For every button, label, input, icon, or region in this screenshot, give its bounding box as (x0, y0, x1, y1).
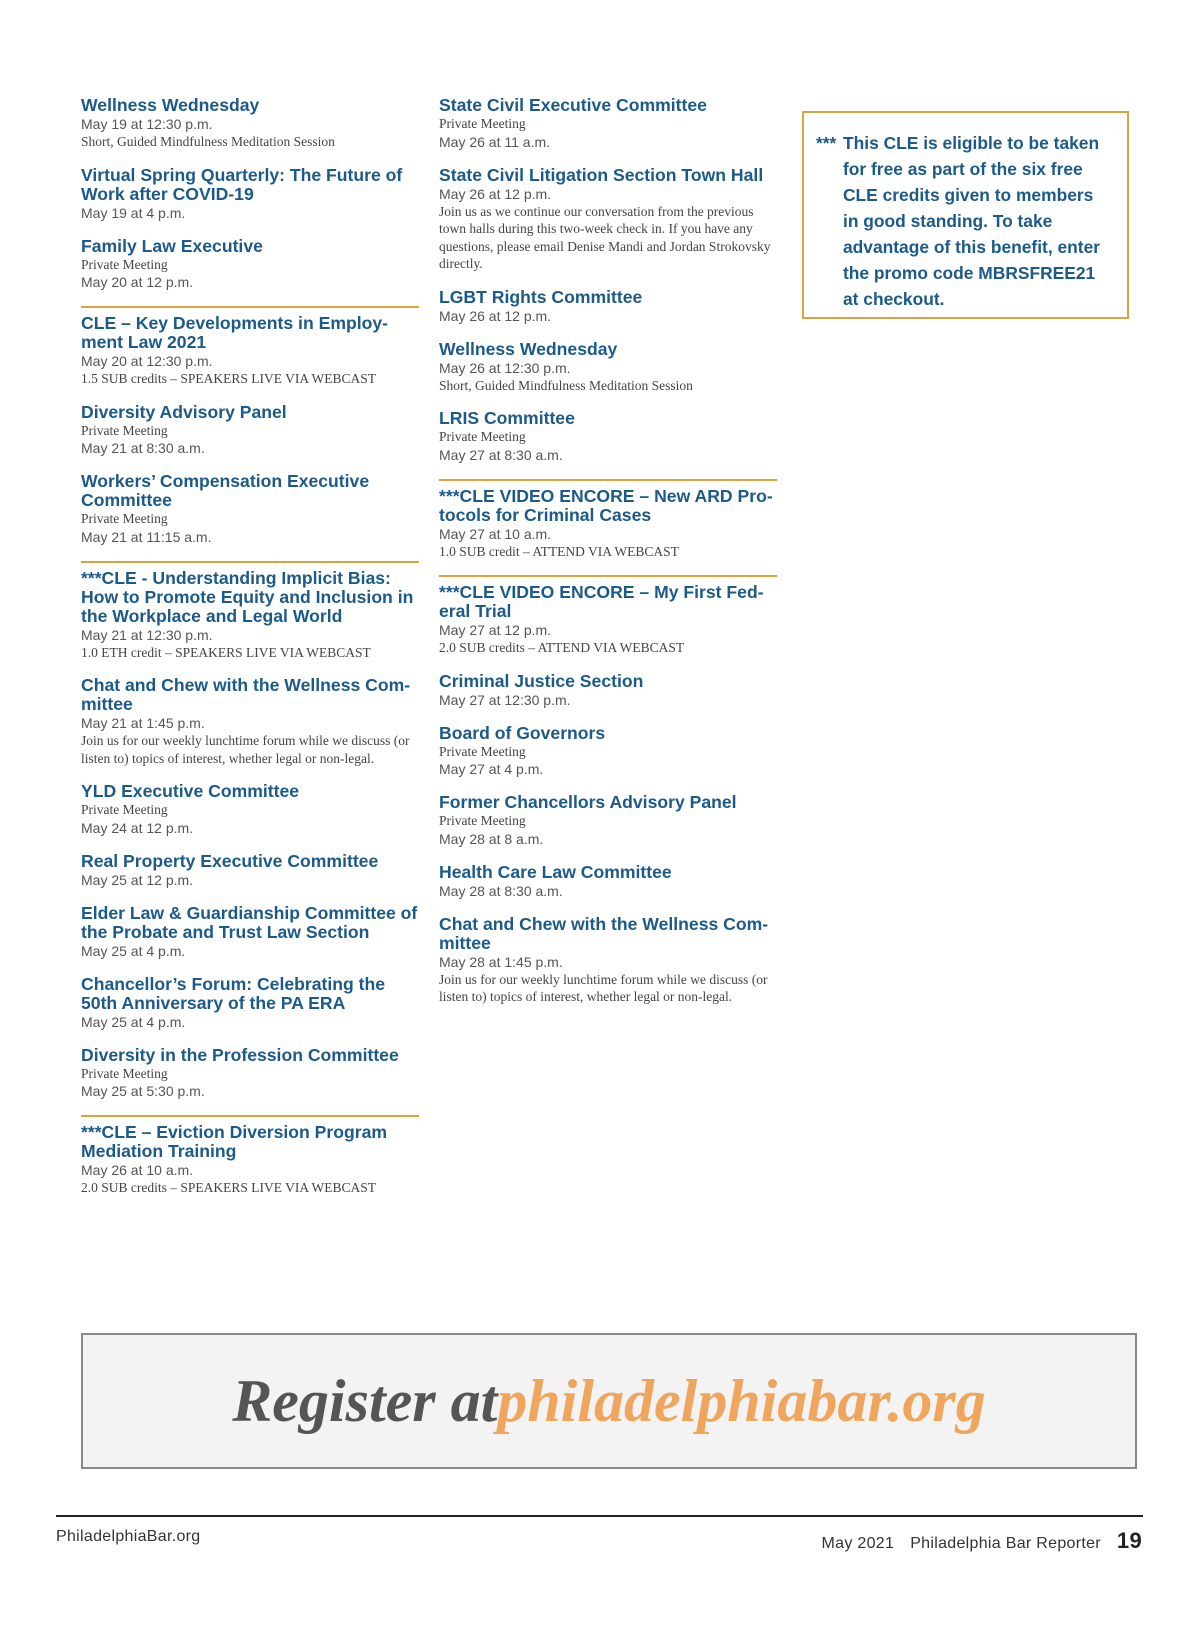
event-detail: May 26 at 12:30 p.m. (439, 359, 571, 376)
event-title[interactable]: Health Care Law Committee (439, 861, 672, 882)
event-item (439, 793, 777, 848)
event-title[interactable]: Diversity Advisory Panel (81, 401, 287, 422)
event-detail: May 25 at 4 p.m. (81, 942, 186, 959)
register-banner[interactable] (81, 1333, 1137, 1469)
event-detail: 1.5 SUB credits – SPEAKERS LIVE VIA WEBCAST (81, 371, 377, 386)
event-item (439, 479, 777, 561)
footer-right (822, 1528, 1142, 1554)
event-item (439, 96, 777, 151)
event-detail: May 28 at 1:45 p.m. (439, 953, 563, 970)
event-detail: 1.0 ETH credit – SPEAKERS LIVE VIA WEBCAST (81, 644, 371, 660)
event-detail: Private Meeting (439, 813, 526, 828)
event-item (439, 409, 777, 464)
event-item (439, 724, 777, 779)
event-item (439, 863, 777, 900)
event-item (81, 472, 419, 546)
event-title[interactable]: Family Law Executive (81, 235, 263, 256)
event-title[interactable]: Wellness Wednesday (81, 95, 260, 115)
event-title[interactable]: Real Property Executive Committee (81, 850, 379, 871)
event-detail: 2.0 SUB credits – SPEAKERS LIVE VIA WEBCAST (81, 1180, 377, 1195)
event-item (439, 672, 777, 709)
event-detail: May 25 at 5:30 p.m. (81, 1083, 205, 1099)
event-detail: 1.0 SUB credit – ATTEND VIA WEBCAST (439, 543, 679, 559)
event-title[interactable]: ***CLE VIDEO ENCORE – New ARD Pro-tocols for Criminal Cases (439, 485, 773, 525)
events-column-left (81, 96, 419, 1212)
event-detail: May 25 at 12 p.m. (81, 871, 194, 888)
event-title[interactable]: Former Chancellors Advisory Panel (439, 792, 737, 812)
event-title[interactable]: LGBT Rights Committee (439, 286, 643, 307)
event-detail: May 28 at 8 a.m. (439, 830, 544, 847)
event-detail: Private Meeting (81, 1065, 168, 1081)
event-title[interactable]: Chat and Chew with the Wellness Com-mittee (81, 675, 411, 714)
event-detail: Join us for our weekly lunchtime forum while we discuss (or listen to) topics of interest, whether legal or non-legal. (439, 971, 768, 1004)
event-item (439, 575, 777, 657)
note-text: This CLE is eligible to be taken for free as part of the six free CLE credits given to members in good standing. To take advantage of this benefit, enter the promo code MBRSFREE21 at checkout. (843, 133, 1101, 309)
event-detail: May 27 at 12 p.m. (439, 622, 552, 638)
event-detail: May 26 at 12 p.m. (439, 307, 552, 324)
event-item (439, 288, 777, 325)
event-detail: May 21 at 12:30 p.m. (81, 626, 213, 643)
footer-date: May 2021 (821, 1535, 895, 1552)
events-column-middle (439, 96, 777, 1021)
event-title[interactable]: LRIS Committee (439, 408, 575, 428)
event-detail: Private Meeting (81, 802, 168, 817)
event-detail: May 26 at 12 p.m. (439, 185, 552, 202)
event-title[interactable]: Virtual Spring Quarterly: The Future of Work after COVID-19 (81, 164, 403, 204)
event-item (81, 561, 419, 662)
event-title[interactable]: ***CLE VIDEO ENCORE – My First Fed-eral Trial (439, 582, 764, 621)
event-item (81, 403, 419, 458)
event-detail: Private Meeting (81, 511, 168, 526)
event-title[interactable]: YLD Executive Committee (81, 781, 300, 801)
event-detail: 2.0 SUB credits – ATTEND VIA WEBCAST (439, 640, 685, 655)
event-detail: May 20 at 12:30 p.m. (81, 353, 213, 369)
event-detail: May 20 at 12 p.m. (81, 274, 194, 290)
footer-site: PhiladelphiaBar.org (56, 1528, 201, 1545)
event-detail: Private Meeting (81, 256, 168, 272)
event-detail: Private Meeting (439, 743, 526, 759)
event-detail: Join us for our weekly lunchtime forum while we discuss (or listen to) topics of interest, whether legal or non-legal. (81, 733, 410, 766)
event-detail: Private Meeting (81, 422, 168, 438)
event-item (81, 237, 419, 292)
event-detail: May 19 at 4 p.m. (81, 204, 186, 221)
event-title[interactable]: Workers’ Compensation Executive Committee (81, 471, 370, 510)
event-item (81, 975, 419, 1031)
event-detail: Private Meeting (439, 116, 526, 131)
event-title[interactable]: Board of Governors (439, 722, 606, 743)
event-detail: May 21 at 11:15 a.m. (81, 528, 212, 545)
event-title[interactable]: Elder Law & Guardianship Committee of the Probate and Trust Law Section (81, 902, 418, 942)
event-item (81, 852, 419, 889)
event-title[interactable]: CLE – Key Developments in Employ-ment Law 2021 (81, 313, 388, 352)
event-detail: May 27 at 12:30 p.m. (439, 691, 571, 708)
event-detail: May 21 at 8:30 a.m. (81, 440, 205, 456)
event-detail: May 25 at 4 p.m. (81, 1013, 186, 1030)
event-detail: Short, Guided Mindfulness Meditation Session (81, 134, 335, 149)
event-detail: May 26 at 11 a.m. (439, 133, 551, 150)
event-title[interactable]: ***CLE – Eviction Diversion Program Mediation Training (81, 1122, 388, 1161)
event-item (439, 340, 777, 395)
footer-divider (56, 1515, 1143, 1517)
event-item (81, 306, 419, 388)
note-stars: *** (816, 133, 837, 153)
event-item (81, 782, 419, 837)
event-item (439, 166, 777, 273)
event-item (81, 96, 419, 151)
event-item (81, 676, 419, 767)
event-title[interactable]: ***CLE - Understanding Implicit Bias: How to Promote Equity and Inclusion in the Workplace and Legal World (81, 567, 414, 626)
event-item (81, 1115, 419, 1197)
event-item (81, 1046, 419, 1101)
event-detail: May 27 at 8:30 a.m. (439, 446, 563, 463)
event-detail: Private Meeting (439, 429, 526, 444)
event-item (439, 915, 777, 1006)
event-detail: May 27 at 10 a.m. (439, 525, 552, 542)
event-detail: May 19 at 12:30 p.m. (81, 116, 213, 132)
event-title[interactable]: Diversity in the Profession Committee (81, 1044, 399, 1065)
event-title[interactable]: Criminal Justice Section (439, 670, 644, 691)
event-item (81, 904, 419, 960)
event-detail: May 28 at 8:30 a.m. (439, 882, 563, 899)
register-text: Register at (232, 1367, 498, 1434)
event-detail: May 27 at 4 p.m. (439, 761, 544, 777)
event-detail: May 24 at 12 p.m. (81, 819, 194, 836)
event-title[interactable]: State Civil Litigation Section Town Hall (439, 164, 764, 185)
register-url-link[interactable]: philadelphiabar.org (497, 1367, 986, 1434)
event-detail: May 21 at 1:45 p.m. (81, 715, 205, 731)
event-detail: May 26 at 10 a.m. (81, 1162, 194, 1178)
event-title[interactable]: Chat and Chew with the Wellness Com-mittee (439, 913, 769, 953)
event-item (81, 166, 419, 222)
event-title[interactable]: Wellness Wednesday (439, 338, 618, 359)
cle-note-box (802, 111, 1129, 319)
footer-publication: Philadelphia Bar Reporter (910, 1535, 1101, 1552)
page-number: 19 (1116, 1528, 1142, 1553)
event-title[interactable]: Chancellor’s Forum: Celebrating the 50th Anniversary of the PA ERA (81, 973, 386, 1013)
event-title[interactable]: State Civil Executive Committee (439, 95, 707, 115)
event-detail: Short, Guided Mindfulness Meditation Session (439, 377, 693, 393)
event-detail: Join us as we continue our conversation from the previous town halls during this two-week check in. If you have any questions, please email Denise Mandi and Jordan Strokovsky directly. (439, 203, 771, 271)
